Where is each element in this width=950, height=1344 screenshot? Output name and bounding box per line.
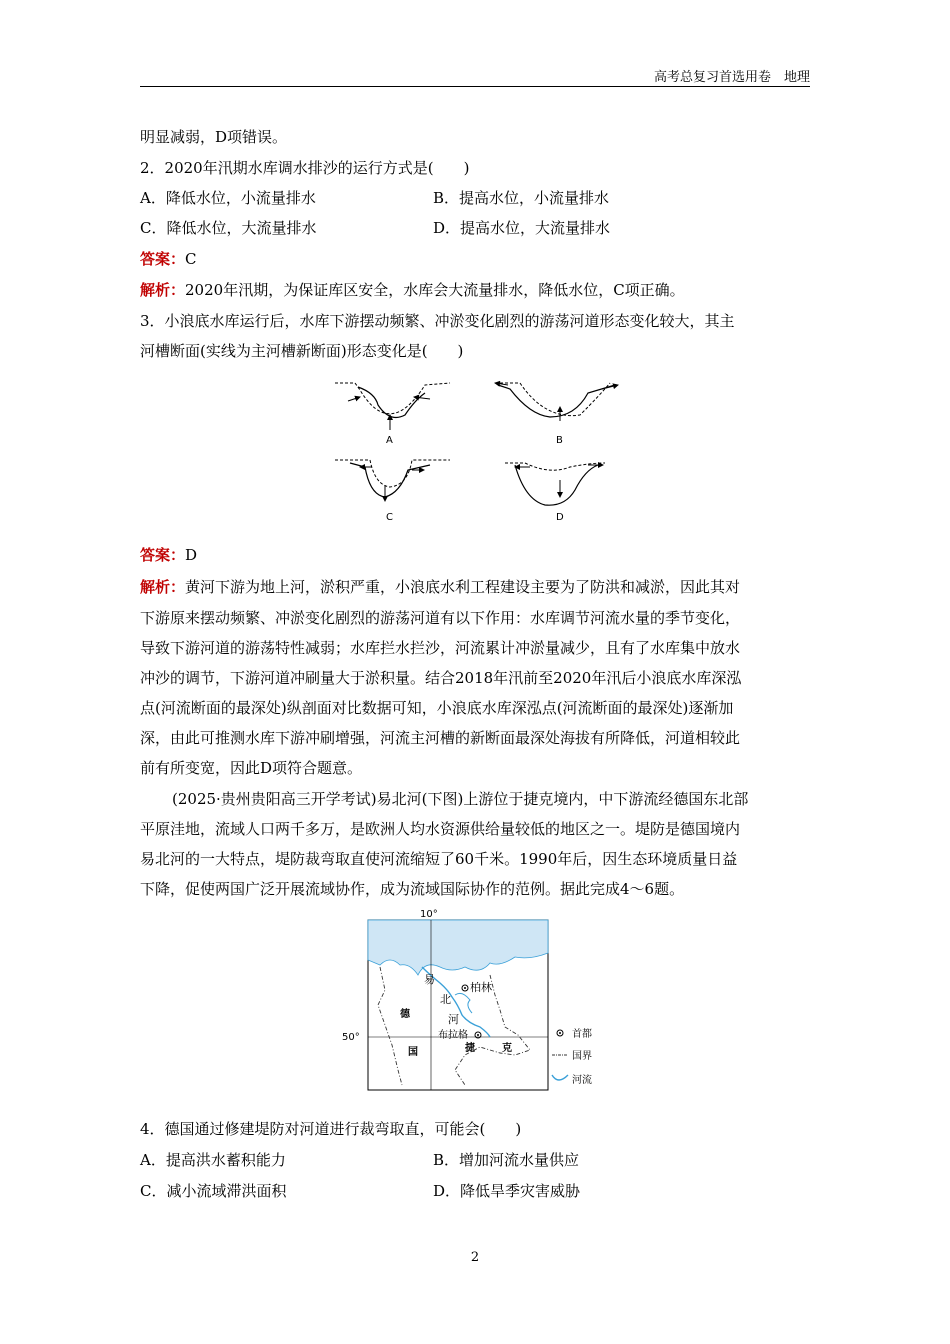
- longitude-label: 10°: [420, 909, 438, 920]
- answer-label: 答案：: [140, 546, 186, 564]
- label-d: D: [556, 512, 564, 523]
- answer-value: C: [185, 250, 197, 268]
- legend-border: 国界: [572, 1051, 592, 1062]
- question-4: 4．德国通过修建堤防对河道进行裁弯取直，可能会( ): [140, 1120, 522, 1138]
- options-row: [140, 188, 810, 208]
- answer-3: [140, 545, 197, 565]
- czech-label: 克: [502, 1043, 512, 1054]
- cross-section-figure: [330, 375, 630, 525]
- intro-line: (2025·贵州贵阳高三开学考试)易北河(下图)上游位于捷克境内，中下游流经德国东北部: [172, 790, 749, 808]
- explanation-text: 黄河下游为地上河，淤积严重，小浪底水利工程建设主要为了防洪和减淤，因此其对: [185, 578, 741, 596]
- berlin-label: 柏林: [470, 981, 492, 994]
- option-a: A．提高洪水蓄积能力: [140, 1151, 286, 1169]
- options-row: [140, 1150, 810, 1170]
- option-c: C．减小流域滞洪面积: [140, 1182, 287, 1200]
- map-legend: [552, 1027, 592, 1086]
- option-b: B．提高水位，小流量排水: [433, 189, 610, 207]
- option-a: A．降低水位，小流量排水: [140, 189, 316, 207]
- river-label: 北: [440, 993, 451, 1006]
- label-a: A: [386, 435, 393, 446]
- czech-label: 捷: [465, 1043, 475, 1054]
- section-c: [335, 460, 450, 523]
- header-title: 高考总复习首选用卷 地理: [653, 70, 810, 85]
- prague-label: 布拉格: [438, 1030, 468, 1041]
- germany-label: 国: [408, 1047, 418, 1058]
- section-b: [495, 383, 618, 446]
- elbe-map: [340, 905, 610, 1095]
- answer-2: [140, 249, 197, 269]
- intro-line: 平原洼地，流域人口两千多万，是欧洲人均水资源供给量较低的地区之一。堤防是德国境内: [140, 820, 741, 838]
- explanation-2: [140, 280, 685, 300]
- latitude-label: 50°: [342, 1032, 360, 1043]
- label-b: B: [556, 435, 563, 446]
- legend-capital: 首都: [572, 1029, 592, 1040]
- option-c: C．降低水位，大流量排水: [140, 219, 317, 237]
- explanation-3-line: 前有所变宽，因此D项符合题意。: [140, 759, 363, 777]
- legend-river: 河流: [572, 1075, 592, 1086]
- germany-label: 德: [400, 1009, 410, 1020]
- options-row: [140, 1181, 810, 1201]
- intro-line: 易北河的一大特点，堤防裁弯取直使河流缩短了60千米。1990年后，因生态环境质量日益: [140, 850, 738, 868]
- section-a: [335, 383, 450, 446]
- answer-value: D: [185, 546, 198, 564]
- explanation-3-line: 深，由此可推测水库下游冲刷增强，河流主河槽的新断面最深处海拔有所降低，河道相较此: [140, 729, 741, 747]
- explanation-3-line: 冲沙的调节，下游河道冲刷量大于淤积量。结合2018年汛前至2020年汛后小浪底水库深泓: [140, 669, 742, 687]
- question-3-line1: 3．小浪底水库运行后，水库下游摆动频繁、冲淤变化剧烈的游荡河道形态变化较大，其主: [140, 312, 735, 330]
- explanation-3: [140, 577, 740, 597]
- explanation-label: 解析：: [140, 281, 186, 299]
- section-d: [505, 463, 605, 523]
- explanation-3-line: 点(河流断面的最深处)纵剖面对比数据可知，小浪底水库深泓点(河流断面的最深处)逐渐加: [140, 699, 734, 717]
- option-d: D．提高水位，大流量排水: [433, 219, 611, 237]
- explanation-3-line: 导致下游河道的游荡特性减弱；水库拦水拦沙，河流累计冲淤量减少，且有了水库集中放水: [140, 639, 741, 657]
- explanation-text: 2020年汛期，为保证库区安全，水库会大流量排水，降低水位，C项正确。: [185, 281, 685, 299]
- options-row: [140, 218, 810, 238]
- explanation-3-line: 下游原来摆动频繁、冲淤变化剧烈的游荡河道有以下作用：水库调节河流水量的季节变化，: [140, 609, 741, 627]
- river-label: 易: [424, 973, 435, 986]
- page-header: [140, 66, 810, 87]
- intro-line: 下降，促使两国广泛开展流域协作，成为流域国际协作的范例。据此完成4～6题。: [140, 880, 685, 898]
- explanation-label: 解析：: [140, 578, 186, 596]
- text-line: 明显减弱，D项错误。: [140, 128, 288, 146]
- label-c: C: [386, 512, 393, 523]
- river-label: 河: [448, 1013, 459, 1026]
- question-3-line2: 河槽断面(实线为主河槽新断面)形态变化是( ): [140, 342, 464, 360]
- option-d: D．降低旱季灾害威胁: [433, 1182, 581, 1200]
- map-frame: [368, 920, 548, 1090]
- option-b: B．增加河流水量供应: [433, 1151, 580, 1169]
- answer-label: 答案：: [140, 250, 186, 268]
- page-number: 2: [470, 1250, 480, 1265]
- question-2: 2．2020年汛期水库调水排沙的运行方式是( ): [140, 159, 470, 177]
